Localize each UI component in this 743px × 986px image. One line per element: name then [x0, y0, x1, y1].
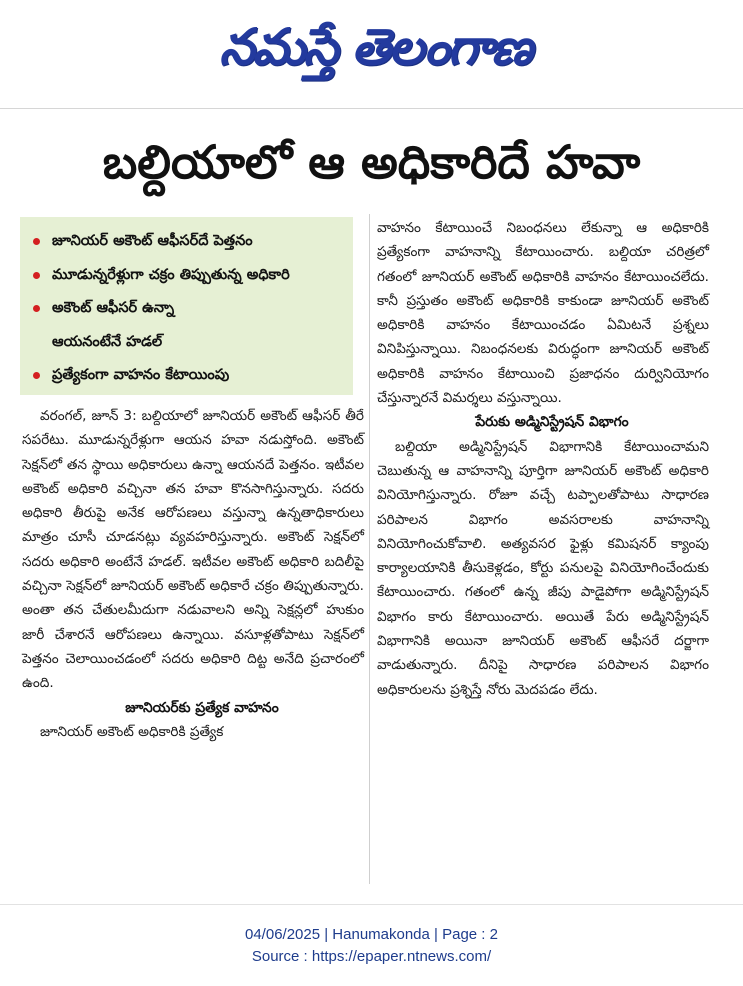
highlights-box: [20, 217, 353, 395]
article-paragraph: వాహనం కేటాయించే నిబంధనలు లేకున్నా ఆ అధికారికి ప్రత్యేకంగా వాహనాన్ని కేటాయించారు. బల్దియా చరిత్రలో గతంలో జూనియర్ అకౌంట్ అధికారికి వాహనం కేటాయించలేదు. కానీ ప్రస్తుతం అకౌంట్ అధికారికి కాకుండా జూనియర్ అకౌంట్ అధికారికి వాహనం కేటాయించడం ఏమిటనే ప్రశ్నలు వినిపిస్తున్నాయి. నిబంధనలకు విరుద్ధంగా జూనియర్ అకౌంట్ అధికారికి వాహనం కేటాయించి ప్రజాధనం దుర్వినియోగం చేస్తున్నారనే విమర్శలు వస్తున్నాయి.: [377, 220, 709, 407]
bullet-icon: [33, 372, 40, 379]
highlight-item: మూడున్నరేళ్లుగా చక్రం తిప్పుతున్న అధికారి: [20, 259, 353, 293]
article-subhead: జూనియర్‌కు ప్రత్యేక వాహనం: [125, 699, 279, 716]
footer-edition-info: 04/06/2025 | Hanumakonda | Page : 2: [245, 926, 498, 943]
highlight-item: జూనియర్ అకౌంట్ ఆఫీసర్‌దే పెత్తనం: [20, 225, 353, 259]
article-left-column: [22, 404, 364, 744]
bullet-icon: [33, 238, 40, 245]
article-right-column: [377, 216, 709, 702]
footer-source-link[interactable]: Source : https://epaper.ntnews.com/: [251, 948, 492, 965]
masthead: [0, 0, 743, 96]
article-paragraph: బల్దియా అడ్మినిస్ట్రేషన్ విభాగానికి కేటాయించామని చెబుతున్న ఆ వాహనాన్ని పూర్తిగా జూనియర్ అకౌంట్ అధికారి వినియోగిస్తున్నారు. రోజూ వచ్చే టప్పాలతోపాటు సాధారణ పరిపాలన విభాగం అవసరాలకు వాహనాన్ని వినియోగించుకోవాలి. అత్యవసర ఫైళ్లు కమిషనర్ క్యాంపు కార్యాలయానికి తీసుకెళ్లడం, కోర్టు పనులపై వినియోగించేందుకు కేటాయించారు. గతంలో ఉన్న జీపు పాడైపోగా అడ్మినిస్ట్రేషన్ విభాగం కారు కేటాయించారు. అయితే పేరు అడ్మినిస్ట్రేషన్ విభాగానికి అయినా జూనియర్ అకౌంట్ ఆఫీసరే దర్జాగా వాడుతున్నారు. దీనిపై సాధారణ పరిపాలన విభాగం అధికారులను ప్రశ్నిస్తే నోరు మెదపడం లేదు.: [377, 438, 709, 698]
article-paragraph: వరంగల్, జూన్ 3: బల్దియాలో జూనియర్ అకౌంట్ ఆఫీసర్ తీరే సపరేటు. మూడున్నరేళ్లుగా ఆయన హవా నడుస్తోంది. అకౌంట్ సెక్షన్‌లో తన స్థాయి అధికారులు ఉన్నా ఆయనదే పెత్తనం. ఇటీవల అకౌంట్ అధికారి వచ్చినా తన హవా కొనసాగిస్తున్నారు. సదరు అధికారి తీరుపై అనేక ఆరోపణలు వస్తున్నా ఉన్నతాధికారులు మాత్రం చూసీ చూడనట్లు వ్యవహరిస్తున్నారు. అకౌంట్ సెక్షన్‌లో సదరు అధికారి అంటేనే హడల్. ఇటీవల అకౌంట్ అధికారి బదిలీపై వచ్చినా సెక్షన్‌లో జూనియర్ అకౌంట్ అధికారే చక్రం తిప్పుతున్నారు. అంతా తన చేతులమీదుగా నడువాలని అన్ని సెక్షన్లలో హుకుం జారీ చేశారనే ఆరోపణలు ఉన్నాయి. వసూళ్లతోపాటు సెక్షన్‌లో పెత్తనం చెలాయించడంలో సదరు అధికారి దిట్ట అనేది ప్రచారంలో ఉంది.: [22, 408, 364, 692]
footer-divider: [0, 904, 743, 905]
masthead-divider: [0, 108, 743, 109]
bullet-icon: [33, 272, 40, 279]
article-subhead: పేరుకు అడ్మినిస్ట్రేషన్ విభాగం: [475, 414, 629, 431]
highlight-item: అకౌంట్ ఆఫీసర్ ఉన్నా: [20, 292, 353, 326]
newspaper-logo: నమస్తే తెలంగాణ: [219, 18, 531, 76]
highlight-item-continued: ఆయనంటేనే హడల్: [52, 333, 163, 350]
bullet-icon: [33, 305, 40, 312]
article-headline: బల్దియాలో ఆ అధికారిదే హవా: [102, 135, 641, 189]
highlight-item: ప్రత్యేకంగా వాహనం కేటాయింపు: [20, 359, 353, 393]
footer: [0, 924, 743, 968]
column-divider: [369, 214, 370, 884]
article-paragraph: జూనియర్ అకౌంట్ అధికారికి ప్రత్యేక: [40, 723, 224, 740]
